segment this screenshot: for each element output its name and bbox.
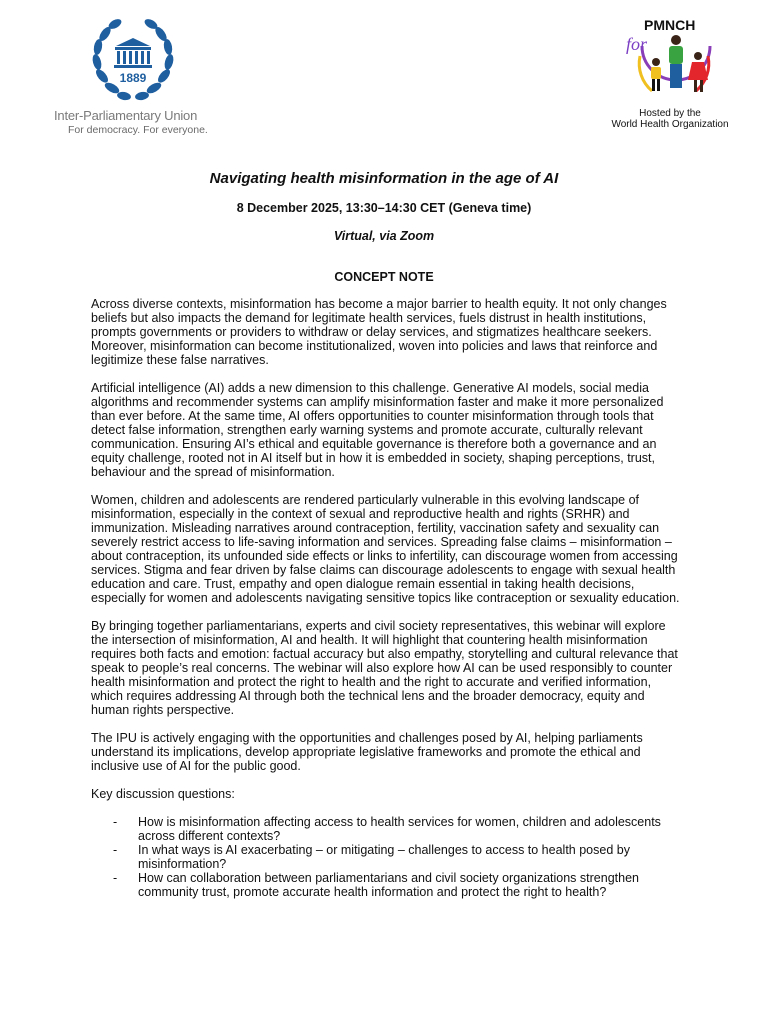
document-body <box>91 297 681 899</box>
key-questions-list <box>91 815 681 899</box>
ipu-name: Inter-Parliamentary Union <box>54 108 198 123</box>
list-item <box>91 871 681 899</box>
event-venue: Virtual, via Zoom <box>333 229 435 243</box>
pmnch-for: for <box>626 34 648 54</box>
question-text: In what ways is AI exacerbating – or mitigating – challenges to access to health posed by misinformation? <box>138 843 630 871</box>
list-item <box>91 815 681 843</box>
event-date: 8 December 2025, 13:30–14:30 CET (Geneva time) <box>236 201 532 215</box>
paragraph: By bringing together parliamentarians, experts and civil society representatives, this webinar will explore the intersection of misinformation, AI and health. It will highlight that countering health misinformation requires both facts and emotion: factual accuracy but also empathy, storytelling and cultural relevance that speak to people’s real concerns. The webinar will also explore how AI can be used responsibly to counter health misinformation and protect the right to health and the right to accurate and verified information, which requires addressing AI through both the technical lens and the broader democracy, equity and human rights perspective. <box>91 619 678 717</box>
paragraph: Women, children and adolescents are rendered particularly vulnerable in this evolving landscape of misinformation, especially in the context of sexual and reproductive health and rights (SRHR) and immunization. Misleading narratives around contraception, fertility, vaccination safety and sexuality can severely restrict access to life-saving information and services. Spreading false claims – misinformation – about contraception, its unfounded side effects or links to infertility, can discourage women from accessing services. Stigma and fear driven by false claims can discourage adolescents to engage with sexual health education and care. Trust, empathy and open dialogue remain essential in taking health decisions, especially for women and adolescents navigating sensitive topics like contraception or sexuality education. <box>91 493 680 605</box>
question-text: How is misinformation affecting access to health services for women, children and adolescents across different contexts? <box>138 815 661 843</box>
bullet-dash: - <box>113 871 118 885</box>
bullet-dash: - <box>113 843 118 857</box>
paragraph: Across diverse contexts, misinformation has become a major barrier to health equity. It not only changes beliefs but also impacts the demand for legitimate health services, fuels distrust in health institutions, prompts governments or providers to withdraw or delay services, and stigmatizes healthcare seekers. Moreover, misinformation can become institutionalized, woven into policies and laws that reinforce and legitimize these false narratives. <box>91 297 667 367</box>
ipu-year: 1889 <box>119 71 147 85</box>
bullet-dash: - <box>113 815 118 829</box>
paragraph: Artificial intelligence (AI) adds a new dimension to this challenge. Generative AI models, social media algorithms and recommender systems can amplify misinformation faster and make it more personalized than ever before. At the same time, AI offers opportunities to counter misinformation through tools that detect false information, strengthen early warning systems and promote accurate, culturally relevant communication. Ensuring AI’s ethical and equitable governance is therefore both a governance and an equity challenge, rooted not in AI itself but in how it is embedded in society, shaping perceptions, trust, behaviour and the spread of misinformation. <box>91 381 664 479</box>
pmnch-hosted-by <box>604 108 736 130</box>
document-title: Navigating health misinformation in the age of AI <box>209 170 559 187</box>
ipu-tagline: For democracy. For everyone. <box>68 124 208 136</box>
paragraph: The IPU is actively engaging with the opportunities and challenges posed by AI, helping parliaments understand its implications, develop appropriate legislative frameworks and promote the ethical and inclusive use of AI for the public good. <box>91 731 643 773</box>
ipu-emblem-icon <box>88 14 178 104</box>
pmnch-hosted-line1: Hosted by the <box>639 108 701 119</box>
question-text: How can collaboration between parliamentarians and civil society organizations strengthen community trust, promote accurate health information and protect the right to health? <box>138 871 639 899</box>
key-questions-heading: Key discussion questions: <box>91 787 235 801</box>
pmnch-family-icon <box>622 16 722 104</box>
pmnch-logo <box>604 16 736 132</box>
list-item <box>91 843 681 871</box>
section-heading: CONCEPT NOTE <box>334 270 434 284</box>
pmnch-hosted-line2: World Health Organization <box>611 119 729 130</box>
ipu-logo <box>54 14 214 136</box>
pmnch-wordmark: PMNCH <box>644 17 696 33</box>
